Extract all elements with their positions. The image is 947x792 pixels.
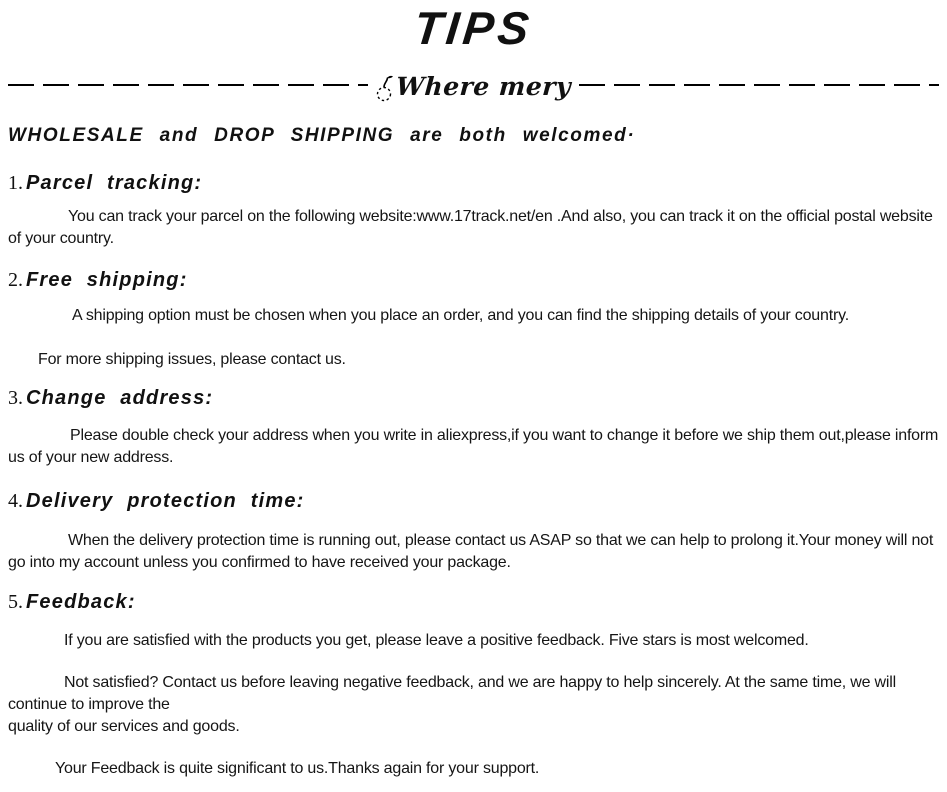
intro-line: WHOLESALE and DROP SHIPPING are both welcomed· xyxy=(8,125,636,146)
cherry-doodle-icon xyxy=(376,73,394,103)
feedback-line: Not satisfied? Contact us before leaving negative feedback, and we are happy to help sincerely. At the same time, we will xyxy=(64,674,896,691)
parcel-tracking-text: You can track your parcel on the following website:www.17track.net/en .And also, you can track it on the official postal website of your country. xyxy=(8,208,933,247)
section-number: 5. xyxy=(8,591,23,613)
section-number: 2. xyxy=(8,269,23,291)
section-heading-feedback xyxy=(8,589,939,616)
section-title: Change address: xyxy=(26,387,214,409)
section-heading-change-address xyxy=(8,385,939,412)
section-title: Parcel tracking: xyxy=(26,172,203,194)
section-number: 4. xyxy=(8,490,23,512)
brand-lockup xyxy=(368,70,579,100)
shipping-contact-text: For more shipping issues, please contact us. xyxy=(38,351,346,368)
divider-dashes-left xyxy=(8,84,368,86)
section-number: 1. xyxy=(8,172,23,194)
positive-feedback-text: If you are satisfied with the products you get, please leave a positive feedback. Five stars is most welcomed. xyxy=(64,632,809,649)
section-heading-free-shipping xyxy=(8,267,939,294)
section-heading-parcel-tracking xyxy=(8,170,939,197)
brand-name: Where mery xyxy=(395,72,573,101)
brand-divider xyxy=(8,70,939,100)
feedback-line: quality of our services and goods. xyxy=(8,718,240,735)
feedback-line: continue to improve the xyxy=(8,696,170,713)
negative-feedback-text xyxy=(8,672,939,738)
change-address-text: Please double check your address when you write in aliexpress,if you want to change it before we ship them out,please inform us of your new address. xyxy=(8,427,939,466)
closing-text: Your Feedback is quite significant to us.Thanks again for your support. xyxy=(55,760,540,777)
section-heading-delivery-protection xyxy=(8,488,939,515)
page-title: TIPS xyxy=(411,2,536,54)
section-title: Free shipping: xyxy=(26,269,188,291)
divider-dashes-right xyxy=(579,84,939,86)
section-number: 3. xyxy=(8,387,23,409)
section-title: Feedback: xyxy=(26,591,136,613)
section-title: Delivery protection time: xyxy=(26,490,305,512)
free-shipping-text: A shipping option must be chosen when you place an order, and you can find the shipping details of your country. xyxy=(72,307,849,324)
delivery-protection-text: When the delivery protection time is running out, please contact us ASAP so that we can help to prolong it.Your money will not go into my account unless you confirmed to have received your package. xyxy=(8,532,934,571)
